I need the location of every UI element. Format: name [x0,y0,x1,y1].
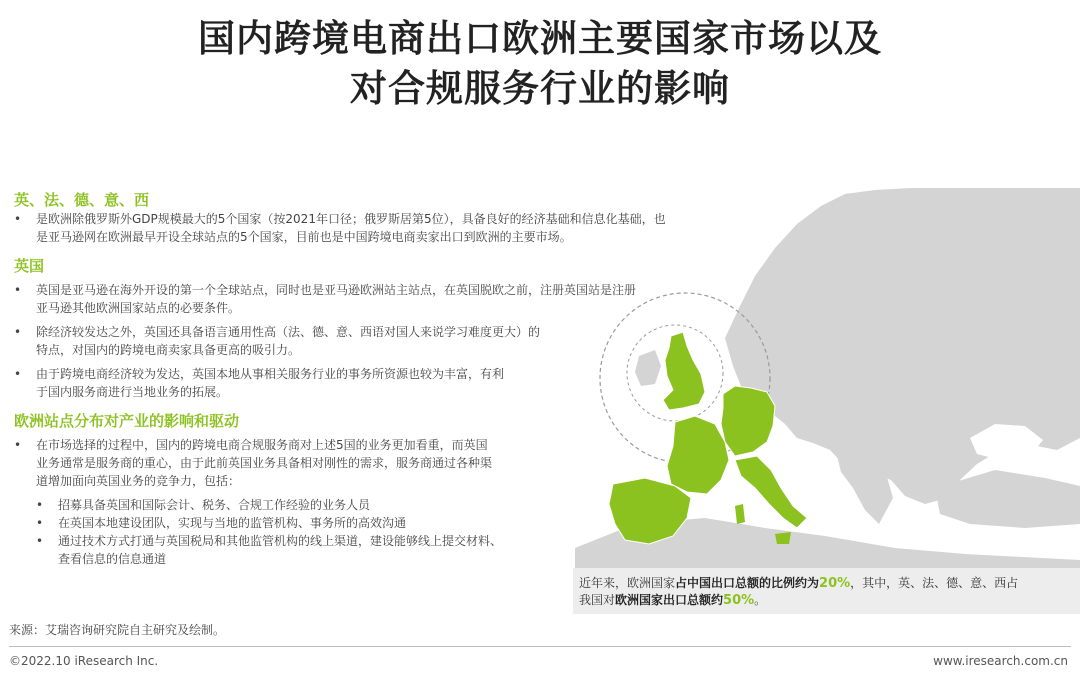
ireland [635,350,661,386]
footer-divider [9,646,1071,647]
page-title-line-1: 国内跨境电商出口欧洲主要国家市场以及 [198,17,882,60]
bullet-dot: • [14,325,22,339]
map-sicily [775,532,791,544]
map-france [667,416,729,494]
bullet-text: 是亚马逊网在欧洲最早开设全球站点的5个国家，目前也是中国跨境电商卖家出口到欧洲的主要市场。 [36,230,572,244]
callout-text: 我国对 [579,593,616,607]
bullet-text: 除经济较发达之外，英国还具备语言通用性高（法、德、意、西语对国人来说学习难度更大）的 [36,325,541,339]
bullet-industry-1 [14,436,614,490]
bullet-dot: • [14,283,22,297]
callout-line-1 [579,575,1074,592]
callout-text: 近年来，欧洲国家 [579,576,676,590]
footer-copyright: ©2022.10 iResearch Inc. [9,654,159,668]
bullet-text: 业务通常是服务商的重心，由于此前英国业务具备相对刚性的需求，服务商通过各种渠 [36,456,493,470]
bullet-dot: • [36,498,44,512]
bullet-dot: • [14,438,22,452]
europe-map [575,188,1080,608]
map-italy [735,456,807,528]
callout-text: ，其中，英、法、德、意、西占 [850,576,1019,590]
bullet-dot: • [36,516,44,530]
sub-bullet-2 [14,514,614,532]
bullet-text: 亚马逊其他欧洲国家站点的必要条件。 [36,301,241,315]
bullet-text: 是欧洲除俄罗斯外GDP规模最大的5个国家（按2021年口径；俄罗斯居第5位），具备良好的经济基础和信息化基础，也 [36,212,666,226]
sub-bullet-text: 查看信息的信息通道 [58,552,167,566]
bullet-text: 特点，对国内的跨境电商卖家具备更高的吸引力。 [36,343,301,357]
callout-percent-50: 50% [723,593,755,608]
sub-bullet-3 [14,532,614,568]
callout-emphasis: 欧洲国家出口总额约 [615,593,724,607]
footer-url[interactable]: www.iresearch.com.cn [933,654,1068,668]
bullet-text: 英国是亚马逊在海外开设的第一个全球站点，同时也是亚马逊欧洲站主站点，在英国脱欧之前，注册英国站是注册 [36,283,637,297]
page-title-line-2: 对合规服务行业的影响 [350,67,730,110]
bullet-dot: • [36,534,44,548]
heading-five-countries: 英、法、德、意、西 [14,191,150,209]
sub-bullet-1 [14,496,614,514]
heading-industry-impact: 欧洲站点分布对产业的影响和驱动 [14,412,240,430]
bullet-uk-1 [14,281,637,317]
callout-line-2 [579,592,1074,609]
map-sardinia [735,504,745,524]
callout-emphasis: 占中国出口总额的比例约为 [675,576,820,590]
map-uk [663,332,705,410]
europe-landmass [725,188,1080,504]
bullet-text: 由于跨境电商经济较为发达，英国本地从事相关服务行业的事务所资源也较为丰富，有利 [36,367,505,381]
source-note: 来源：艾瑞咨询研究院自主研究及绘制。 [9,623,226,637]
bullet-uk-3 [14,365,614,401]
bullet-dot: • [14,212,22,226]
bullet-text: 在市场选择的过程中，国内的跨境电商合规服务商对上述5国的业务更加看重，而英国 [36,438,488,452]
bullet-text: 道增加面向英国业务的竞争力，包括： [36,474,241,488]
heading-uk: 英国 [14,257,45,275]
bullet-dot: • [14,367,22,381]
callout-percent-20: 20% [819,576,851,591]
bullet-text: 于国内服务商进行当地业务的拓展。 [36,385,229,399]
sub-bullet-text: 通过技术方式打通与英国税局和其他监管机构的线上渠道，建设能够线上提交材料、 [58,534,503,548]
sub-bullet-text: 在英国本地建设团队，实现与当地的监管机构、事务所的高效沟通 [58,516,407,530]
bullet-five-countries [14,210,666,246]
content-column [14,190,666,568]
page-title [0,14,1080,114]
sub-bullet-text: 招募具备英国和国际会计、税务、合规工作经验的业务人员 [58,498,371,512]
map-germany [721,386,775,456]
bullet-uk-2 [14,323,614,359]
callout-box [573,568,1080,614]
callout-text: 。 [754,593,767,607]
